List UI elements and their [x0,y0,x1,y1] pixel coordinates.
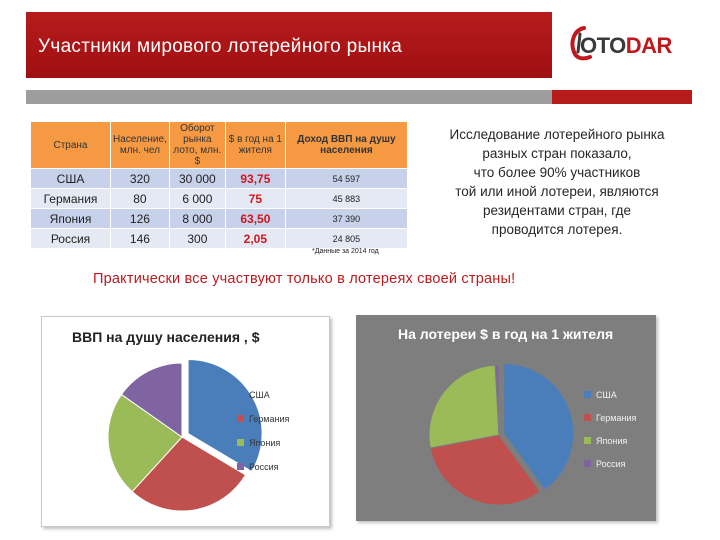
cell-per-capita: 2,05 [225,229,285,249]
research-line: проводится лотерея. [491,222,623,237]
divider-red [552,90,692,104]
cell-per-capita: 93,75 [225,169,285,189]
cell-country: США [31,169,111,189]
cell-per-capita: 75 [225,189,285,209]
research-line: резидентами стран, где [482,203,631,218]
gdp-pie-chart [41,316,330,527]
legend-swatch [584,414,591,421]
legend-swatch [237,463,244,470]
legend-label: Германия [596,413,637,423]
legend-swatch [237,415,244,422]
cell-gdp: 45 883 [285,189,407,209]
legend-label: Россия [596,459,626,469]
pie-slice-Япония [429,365,499,448]
lottery-pie-svg [356,315,656,521]
logo-part-oto: OTO [580,33,626,58]
legend-label: Россия [249,462,279,472]
legend-label: США [596,390,617,400]
chart-title: На лотереи $ в год на 1 жителя [398,326,614,342]
cell-country: Россия [31,229,111,249]
legend-swatch [237,391,244,398]
cell-gdp: 54 597 [285,169,407,189]
cell-population: 146 [111,229,170,249]
research-line: разных стран показало, [482,146,632,161]
legend-swatch [584,437,591,444]
cell-population: 80 [111,189,170,209]
legend-label: Германия [249,414,290,424]
logo-wordmark [580,33,672,59]
table-row [31,169,408,189]
table-row [31,209,408,229]
slide-title: Участники мирового лотерейного рынка [38,36,403,57]
col-country: Страна [31,122,111,169]
cell-turnover: 6 000 [169,189,225,209]
col-turnover: Оборот рынка лото, млн. $ [169,122,225,169]
cell-population: 320 [111,169,170,189]
lottery-pie-chart [356,315,656,521]
legend-label: Япония [596,436,628,446]
legend-label: США [249,390,270,400]
research-line: что более 90% участников [473,165,641,180]
gdp-pie-svg [42,317,331,528]
cell-country: Япония [31,209,111,229]
cell-gdp: 24 805 [285,229,407,249]
slide-title-bar [26,12,552,78]
table-header-row [31,122,408,169]
legend-label: Япония [249,438,281,448]
research-text [414,125,700,239]
cell-turnover: 30 000 [169,169,225,189]
legend-swatch [584,460,591,467]
tagline: Практически все участвуют только в лотереях своей страны! [93,271,516,287]
legend-swatch [237,439,244,446]
cell-gdp: 37 390 [285,209,407,229]
col-population: Население, млн. чел [111,122,170,169]
logo-part-dar: DAR [625,33,672,58]
col-per-capita: $ в год на 1 жителя [225,122,285,169]
cell-population: 126 [111,209,170,229]
country-table [30,121,408,249]
col-gdp: Доход ВВП на душу населения [285,122,407,169]
lotodar-logo [566,22,696,66]
cell-turnover: 300 [169,229,225,249]
chart-title: ВВП на душу населения , $ [72,329,260,345]
research-line: той или иной лотереи, являются [455,184,659,199]
research-line: Исследование лотерейного рынка [449,127,665,142]
cell-country: Германия [31,189,111,209]
data-footnote: *Данные за 2014 год [312,248,379,255]
table-row [31,229,408,249]
cell-turnover: 8 000 [169,209,225,229]
cell-per-capita: 63,50 [225,209,285,229]
legend-swatch [584,391,591,398]
table-row [31,189,408,209]
